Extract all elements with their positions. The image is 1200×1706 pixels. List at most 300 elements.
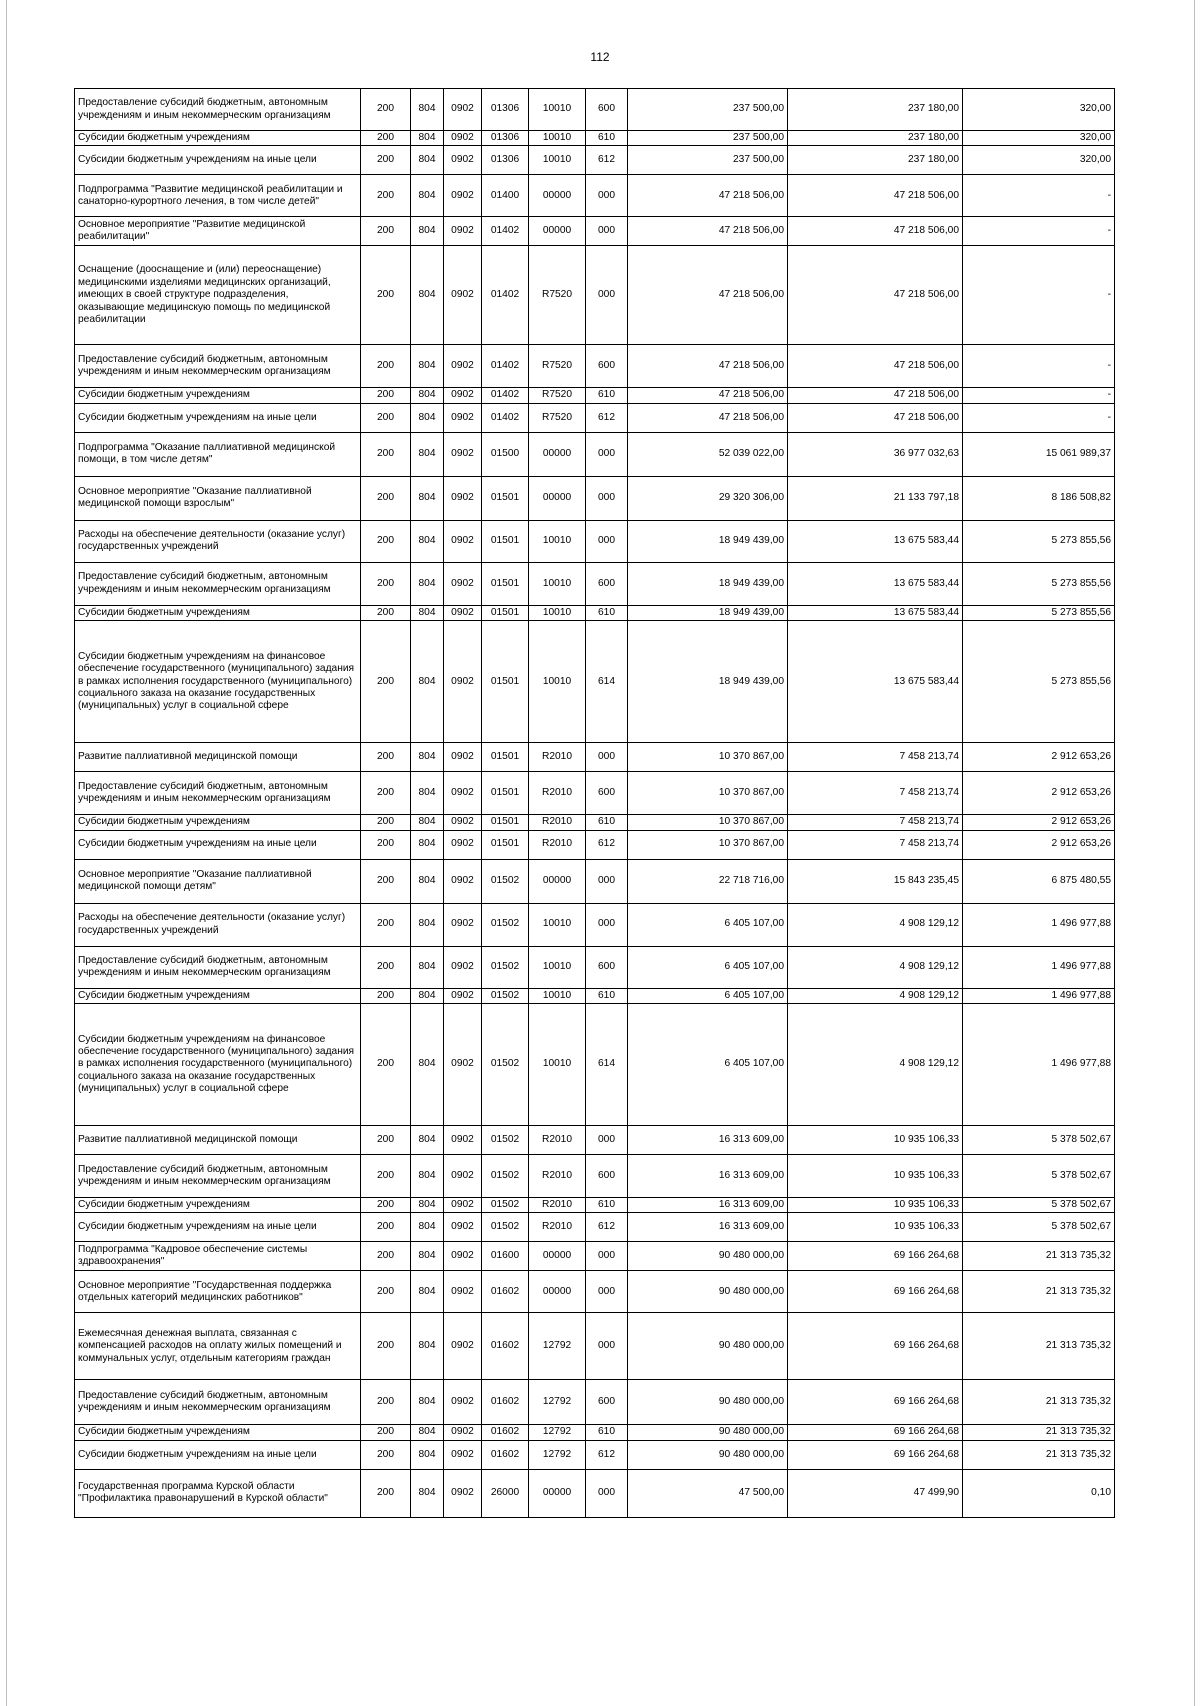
planned-amount-cell: 10 370 867,00	[628, 743, 788, 772]
row-name-cell: Субсидии бюджетным учреждениям	[75, 131, 361, 146]
section-code-cell: 200	[361, 89, 411, 131]
program-code-cell: 01501	[482, 743, 529, 772]
remaining-amount-cell: -	[963, 217, 1115, 246]
executed-amount-cell: 47 218 506,00	[788, 246, 963, 345]
remaining-amount-cell: 21 313 735,32	[963, 1440, 1115, 1469]
program-code-cell: 01501	[482, 520, 529, 562]
program-code-cell: 01502	[482, 903, 529, 946]
table-row	[75, 743, 1115, 772]
planned-amount-cell: 47 218 506,00	[628, 345, 788, 388]
expense-type-cell: 000	[586, 859, 628, 903]
planned-amount-cell: 47 218 506,00	[628, 403, 788, 432]
remaining-amount-cell: 1 496 977,88	[963, 903, 1115, 946]
direction-code-cell: R2010	[529, 1126, 586, 1155]
row-name-cell: Ежемесячная денежная выплата, связанная с компенсацией расходов на оплату жилых помещений и коммунальных услуг, отдельным категориям граждан	[75, 1313, 361, 1380]
remaining-amount-cell: 21 313 735,32	[963, 1425, 1115, 1440]
direction-code-cell: 10010	[529, 520, 586, 562]
expense-type-cell: 614	[586, 621, 628, 743]
expense-type-cell: 600	[586, 1155, 628, 1198]
section-code-cell: 200	[361, 1155, 411, 1198]
row-name-cell: Основное мероприятие "Развитие медицинской реабилитации"	[75, 217, 361, 246]
expense-type-cell: 600	[586, 772, 628, 815]
subsection-code-cell: 0902	[444, 89, 482, 131]
expense-type-cell: 000	[586, 217, 628, 246]
subsection-code-cell: 0902	[444, 830, 482, 859]
direction-code-cell: 10010	[529, 146, 586, 175]
subsection-code-cell: 0902	[444, 246, 482, 345]
ministry-code-cell: 804	[411, 476, 444, 520]
row-name-cell: Основное мероприятие "Оказание паллиативной медицинской помощи детям"	[75, 859, 361, 903]
row-name-cell: Расходы на обеспечение деятельности (оказание услуг) государственных учреждений	[75, 520, 361, 562]
remaining-amount-cell: 1 496 977,88	[963, 988, 1115, 1003]
table-row	[75, 476, 1115, 520]
row-name-cell: Предоставление субсидий бюджетным, автономным учреждениям и иным некоммерческим организациям	[75, 1380, 361, 1425]
section-code-cell: 200	[361, 1425, 411, 1440]
subsection-code-cell: 0902	[444, 743, 482, 772]
table-row	[75, 246, 1115, 345]
program-code-cell: 01602	[482, 1271, 529, 1313]
direction-code-cell: R7520	[529, 388, 586, 403]
program-code-cell: 01502	[482, 1155, 529, 1198]
direction-code-cell: 12792	[529, 1440, 586, 1469]
expense-type-cell: 600	[586, 562, 628, 605]
ministry-code-cell: 804	[411, 743, 444, 772]
section-code-cell: 200	[361, 403, 411, 432]
subsection-code-cell: 0902	[444, 1271, 482, 1313]
remaining-amount-cell: -	[963, 388, 1115, 403]
executed-amount-cell: 13 675 583,44	[788, 520, 963, 562]
remaining-amount-cell: 2 912 653,26	[963, 815, 1115, 830]
expense-type-cell: 610	[586, 988, 628, 1003]
program-code-cell: 01402	[482, 388, 529, 403]
section-code-cell: 200	[361, 605, 411, 620]
executed-amount-cell: 69 166 264,68	[788, 1313, 963, 1380]
section-code-cell: 200	[361, 217, 411, 246]
executed-amount-cell: 237 180,00	[788, 89, 963, 131]
table-row	[75, 217, 1115, 246]
subsection-code-cell: 0902	[444, 175, 482, 217]
section-code-cell: 200	[361, 859, 411, 903]
section-code-cell: 200	[361, 903, 411, 946]
section-code-cell: 200	[361, 246, 411, 345]
table-row	[75, 345, 1115, 388]
planned-amount-cell: 47 500,00	[628, 1469, 788, 1517]
expense-type-cell: 000	[586, 1126, 628, 1155]
table-row	[75, 175, 1115, 217]
table-row	[75, 432, 1115, 476]
ministry-code-cell: 804	[411, 432, 444, 476]
program-code-cell: 01502	[482, 1004, 529, 1126]
table-row	[75, 988, 1115, 1003]
row-name-cell: Субсидии бюджетным учреждениям	[75, 1425, 361, 1440]
ministry-code-cell: 804	[411, 1271, 444, 1313]
ministry-code-cell: 804	[411, 403, 444, 432]
row-name-cell: Субсидии бюджетным учреждениям на иные цели	[75, 146, 361, 175]
subsection-code-cell: 0902	[444, 946, 482, 988]
executed-amount-cell: 69 166 264,68	[788, 1380, 963, 1425]
expense-type-cell: 612	[586, 1213, 628, 1242]
program-code-cell: 01400	[482, 175, 529, 217]
planned-amount-cell: 18 949 439,00	[628, 621, 788, 743]
section-code-cell: 200	[361, 1198, 411, 1213]
expense-type-cell: 612	[586, 830, 628, 859]
executed-amount-cell: 237 180,00	[788, 131, 963, 146]
ministry-code-cell: 804	[411, 903, 444, 946]
planned-amount-cell: 47 218 506,00	[628, 217, 788, 246]
planned-amount-cell: 18 949 439,00	[628, 520, 788, 562]
direction-code-cell: 12792	[529, 1380, 586, 1425]
direction-code-cell: R2010	[529, 830, 586, 859]
remaining-amount-cell: 8 186 508,82	[963, 476, 1115, 520]
expense-type-cell: 612	[586, 146, 628, 175]
section-code-cell: 200	[361, 830, 411, 859]
remaining-amount-cell: -	[963, 175, 1115, 217]
section-code-cell: 200	[361, 432, 411, 476]
program-code-cell: 01502	[482, 988, 529, 1003]
row-name-cell: Субсидии бюджетным учреждениям на финансовое обеспечение государственного (муниципального) задания в рамках исполнения государственного (муниципального) социального заказа на оказание государственных (муниципальных) услуг в социальной сфере	[75, 621, 361, 743]
remaining-amount-cell: 5 378 502,67	[963, 1155, 1115, 1198]
ministry-code-cell: 804	[411, 605, 444, 620]
program-code-cell: 01501	[482, 815, 529, 830]
program-code-cell: 01502	[482, 859, 529, 903]
executed-amount-cell: 13 675 583,44	[788, 621, 963, 743]
table-row	[75, 772, 1115, 815]
scan-edge-left	[6, 0, 7, 1706]
subsection-code-cell: 0902	[444, 815, 482, 830]
planned-amount-cell: 22 718 716,00	[628, 859, 788, 903]
ministry-code-cell: 804	[411, 1469, 444, 1517]
ministry-code-cell: 804	[411, 1380, 444, 1425]
expense-type-cell: 600	[586, 1380, 628, 1425]
expense-type-cell: 600	[586, 946, 628, 988]
ministry-code-cell: 804	[411, 1213, 444, 1242]
expense-type-cell: 610	[586, 815, 628, 830]
ministry-code-cell: 804	[411, 1155, 444, 1198]
table-row	[75, 1198, 1115, 1213]
row-name-cell: Подпрограмма "Развитие медицинской реабилитации и санаторно-курортного лечения, в том числе детей"	[75, 175, 361, 217]
direction-code-cell: 00000	[529, 1271, 586, 1313]
expense-type-cell: 000	[586, 1313, 628, 1380]
budget-table	[74, 88, 1115, 1518]
table-row	[75, 1469, 1115, 1517]
section-code-cell: 200	[361, 772, 411, 815]
planned-amount-cell: 6 405 107,00	[628, 903, 788, 946]
row-name-cell: Оснащение (дооснащение и (или) переоснащение) медицинскими изделиями медицинских организаций, имеющих в своей структуре подразделения, оказывающие медицинскую помощь по медицинской реабилитации	[75, 246, 361, 345]
section-code-cell: 200	[361, 1313, 411, 1380]
direction-code-cell: 10010	[529, 1004, 586, 1126]
direction-code-cell: 00000	[529, 1469, 586, 1517]
program-code-cell: 01402	[482, 217, 529, 246]
ministry-code-cell: 804	[411, 772, 444, 815]
remaining-amount-cell: 5 273 855,56	[963, 621, 1115, 743]
subsection-code-cell: 0902	[444, 1198, 482, 1213]
program-code-cell: 26000	[482, 1469, 529, 1517]
planned-amount-cell: 237 500,00	[628, 89, 788, 131]
planned-amount-cell: 237 500,00	[628, 146, 788, 175]
planned-amount-cell: 29 320 306,00	[628, 476, 788, 520]
planned-amount-cell: 10 370 867,00	[628, 815, 788, 830]
row-name-cell: Субсидии бюджетным учреждениям	[75, 388, 361, 403]
subsection-code-cell: 0902	[444, 1004, 482, 1126]
row-name-cell: Субсидии бюджетным учреждениям	[75, 605, 361, 620]
program-code-cell: 01501	[482, 772, 529, 815]
table-row	[75, 1425, 1115, 1440]
expense-type-cell: 000	[586, 432, 628, 476]
remaining-amount-cell: 1 496 977,88	[963, 1004, 1115, 1126]
table-body	[75, 89, 1115, 1518]
program-code-cell: 01402	[482, 246, 529, 345]
executed-amount-cell: 7 458 213,74	[788, 815, 963, 830]
ministry-code-cell: 804	[411, 345, 444, 388]
program-code-cell: 01402	[482, 403, 529, 432]
executed-amount-cell: 69 166 264,68	[788, 1271, 963, 1313]
section-code-cell: 200	[361, 388, 411, 403]
expense-type-cell: 610	[586, 131, 628, 146]
row-name-cell: Предоставление субсидий бюджетным, автономным учреждениям и иным некоммерческим организациям	[75, 89, 361, 131]
section-code-cell: 200	[361, 1242, 411, 1271]
table-row	[75, 388, 1115, 403]
program-code-cell: 01502	[482, 1126, 529, 1155]
section-code-cell: 200	[361, 345, 411, 388]
subsection-code-cell: 0902	[444, 621, 482, 743]
executed-amount-cell: 47 218 506,00	[788, 388, 963, 403]
direction-code-cell: R2010	[529, 772, 586, 815]
subsection-code-cell: 0902	[444, 988, 482, 1003]
ministry-code-cell: 804	[411, 815, 444, 830]
expense-type-cell: 000	[586, 1271, 628, 1313]
expense-type-cell: 610	[586, 1425, 628, 1440]
section-code-cell: 200	[361, 1213, 411, 1242]
section-code-cell: 200	[361, 1271, 411, 1313]
expense-type-cell: 610	[586, 388, 628, 403]
remaining-amount-cell: 21 313 735,32	[963, 1271, 1115, 1313]
program-code-cell: 01500	[482, 432, 529, 476]
program-code-cell: 01602	[482, 1313, 529, 1380]
expense-type-cell: 612	[586, 403, 628, 432]
table-row	[75, 1271, 1115, 1313]
subsection-code-cell: 0902	[444, 1440, 482, 1469]
planned-amount-cell: 90 480 000,00	[628, 1425, 788, 1440]
executed-amount-cell: 47 218 506,00	[788, 403, 963, 432]
row-name-cell: Субсидии бюджетным учреждениям	[75, 988, 361, 1003]
subsection-code-cell: 0902	[444, 131, 482, 146]
expense-type-cell: 614	[586, 1004, 628, 1126]
planned-amount-cell: 6 405 107,00	[628, 988, 788, 1003]
ministry-code-cell: 804	[411, 520, 444, 562]
planned-amount-cell: 10 370 867,00	[628, 772, 788, 815]
row-name-cell: Субсидии бюджетным учреждениям на иные цели	[75, 830, 361, 859]
direction-code-cell: 10010	[529, 621, 586, 743]
ministry-code-cell: 804	[411, 1004, 444, 1126]
ministry-code-cell: 804	[411, 217, 444, 246]
program-code-cell: 01602	[482, 1440, 529, 1469]
subsection-code-cell: 0902	[444, 1313, 482, 1380]
row-name-cell: Развитие паллиативной медицинской помощи	[75, 1126, 361, 1155]
table-row	[75, 830, 1115, 859]
ministry-code-cell: 804	[411, 1242, 444, 1271]
subsection-code-cell: 0902	[444, 388, 482, 403]
section-code-cell: 200	[361, 815, 411, 830]
expense-type-cell: 000	[586, 175, 628, 217]
program-code-cell: 01502	[482, 1198, 529, 1213]
executed-amount-cell: 7 458 213,74	[788, 772, 963, 815]
subsection-code-cell: 0902	[444, 1469, 482, 1517]
direction-code-cell: 10010	[529, 946, 586, 988]
ministry-code-cell: 804	[411, 388, 444, 403]
subsection-code-cell: 0902	[444, 146, 482, 175]
subsection-code-cell: 0902	[444, 1213, 482, 1242]
direction-code-cell: 00000	[529, 476, 586, 520]
executed-amount-cell: 47 218 506,00	[788, 175, 963, 217]
remaining-amount-cell: 5 273 855,56	[963, 520, 1115, 562]
table-row	[75, 1004, 1115, 1126]
subsection-code-cell: 0902	[444, 1425, 482, 1440]
ministry-code-cell: 804	[411, 562, 444, 605]
subsection-code-cell: 0902	[444, 1126, 482, 1155]
executed-amount-cell: 4 908 129,12	[788, 903, 963, 946]
table-row	[75, 903, 1115, 946]
subsection-code-cell: 0902	[444, 403, 482, 432]
remaining-amount-cell: 320,00	[963, 89, 1115, 131]
table-row	[75, 1213, 1115, 1242]
direction-code-cell: 00000	[529, 859, 586, 903]
section-code-cell: 200	[361, 1440, 411, 1469]
ministry-code-cell: 804	[411, 131, 444, 146]
row-name-cell: Основное мероприятие "Государственная поддержка отдельных категорий медицинских работников"	[75, 1271, 361, 1313]
table-row	[75, 946, 1115, 988]
expense-type-cell: 000	[586, 246, 628, 345]
expense-type-cell: 000	[586, 1469, 628, 1517]
expense-type-cell: 000	[586, 520, 628, 562]
table-row	[75, 89, 1115, 131]
table-row	[75, 520, 1115, 562]
row-name-cell: Расходы на обеспечение деятельности (оказание услуг) государственных учреждений	[75, 903, 361, 946]
table-row	[75, 562, 1115, 605]
subsection-code-cell: 0902	[444, 605, 482, 620]
executed-amount-cell: 7 458 213,74	[788, 743, 963, 772]
section-code-cell: 200	[361, 621, 411, 743]
expense-type-cell: 600	[586, 345, 628, 388]
planned-amount-cell: 47 218 506,00	[628, 175, 788, 217]
ministry-code-cell: 804	[411, 859, 444, 903]
executed-amount-cell: 47 218 506,00	[788, 217, 963, 246]
planned-amount-cell: 16 313 609,00	[628, 1155, 788, 1198]
direction-code-cell: 10010	[529, 903, 586, 946]
ministry-code-cell: 804	[411, 146, 444, 175]
subsection-code-cell: 0902	[444, 903, 482, 946]
program-code-cell: 01306	[482, 89, 529, 131]
executed-amount-cell: 47 218 506,00	[788, 345, 963, 388]
row-name-cell: Предоставление субсидий бюджетным, автономным учреждениям и иным некоммерческим организациям	[75, 1155, 361, 1198]
executed-amount-cell: 4 908 129,12	[788, 988, 963, 1003]
planned-amount-cell: 237 500,00	[628, 131, 788, 146]
table-row	[75, 621, 1115, 743]
row-name-cell: Подпрограмма "Оказание паллиативной медицинской помощи, в том числе детям"	[75, 432, 361, 476]
remaining-amount-cell: 1 496 977,88	[963, 946, 1115, 988]
scan-edge-right	[1194, 0, 1195, 1706]
planned-amount-cell: 90 480 000,00	[628, 1380, 788, 1425]
ministry-code-cell: 804	[411, 830, 444, 859]
remaining-amount-cell: 21 313 735,32	[963, 1313, 1115, 1380]
expense-type-cell: 000	[586, 1242, 628, 1271]
subsection-code-cell: 0902	[444, 562, 482, 605]
executed-amount-cell: 10 935 106,33	[788, 1155, 963, 1198]
remaining-amount-cell: 21 313 735,32	[963, 1242, 1115, 1271]
direction-code-cell: 10010	[529, 131, 586, 146]
expense-type-cell: 610	[586, 1198, 628, 1213]
subsection-code-cell: 0902	[444, 859, 482, 903]
direction-code-cell: 10010	[529, 605, 586, 620]
executed-amount-cell: 4 908 129,12	[788, 1004, 963, 1126]
remaining-amount-cell: -	[963, 345, 1115, 388]
executed-amount-cell: 21 133 797,18	[788, 476, 963, 520]
planned-amount-cell: 90 480 000,00	[628, 1271, 788, 1313]
executed-amount-cell: 47 499,90	[788, 1469, 963, 1517]
executed-amount-cell: 15 843 235,45	[788, 859, 963, 903]
program-code-cell: 01602	[482, 1425, 529, 1440]
row-name-cell: Субсидии бюджетным учреждениям	[75, 1198, 361, 1213]
ministry-code-cell: 804	[411, 246, 444, 345]
executed-amount-cell: 10 935 106,33	[788, 1213, 963, 1242]
subsection-code-cell: 0902	[444, 217, 482, 246]
program-code-cell: 01501	[482, 621, 529, 743]
direction-code-cell: R2010	[529, 1213, 586, 1242]
section-code-cell: 200	[361, 1380, 411, 1425]
planned-amount-cell: 47 218 506,00	[628, 388, 788, 403]
section-code-cell: 200	[361, 743, 411, 772]
planned-amount-cell: 52 039 022,00	[628, 432, 788, 476]
remaining-amount-cell: -	[963, 246, 1115, 345]
ministry-code-cell: 804	[411, 1313, 444, 1380]
remaining-amount-cell: 0,10	[963, 1469, 1115, 1517]
row-name-cell: Предоставление субсидий бюджетным, автономным учреждениям и иным некоммерческим организациям	[75, 946, 361, 988]
section-code-cell: 200	[361, 476, 411, 520]
executed-amount-cell: 10 935 106,33	[788, 1126, 963, 1155]
direction-code-cell: R7520	[529, 403, 586, 432]
section-code-cell: 200	[361, 1126, 411, 1155]
remaining-amount-cell: 15 061 989,37	[963, 432, 1115, 476]
remaining-amount-cell: 21 313 735,32	[963, 1380, 1115, 1425]
row-name-cell: Предоставление субсидий бюджетным, автономным учреждениям и иным некоммерческим организациям	[75, 345, 361, 388]
remaining-amount-cell: 5 378 502,67	[963, 1213, 1115, 1242]
planned-amount-cell: 6 405 107,00	[628, 1004, 788, 1126]
remaining-amount-cell: 2 912 653,26	[963, 830, 1115, 859]
subsection-code-cell: 0902	[444, 345, 482, 388]
direction-code-cell: 10010	[529, 89, 586, 131]
table-row	[75, 1242, 1115, 1271]
table-row	[75, 859, 1115, 903]
executed-amount-cell: 36 977 032,63	[788, 432, 963, 476]
remaining-amount-cell: 5 273 855,56	[963, 605, 1115, 620]
executed-amount-cell: 4 908 129,12	[788, 946, 963, 988]
program-code-cell: 01402	[482, 345, 529, 388]
subsection-code-cell: 0902	[444, 1155, 482, 1198]
ministry-code-cell: 804	[411, 1440, 444, 1469]
direction-code-cell: R2010	[529, 743, 586, 772]
ministry-code-cell: 804	[411, 89, 444, 131]
page-number: 112	[590, 50, 610, 64]
executed-amount-cell: 69 166 264,68	[788, 1440, 963, 1469]
table-row	[75, 605, 1115, 620]
expense-type-cell: 000	[586, 903, 628, 946]
row-name-cell: Государственная программа Курской области "Профилактика правонарушений в Курской области"	[75, 1469, 361, 1517]
executed-amount-cell: 13 675 583,44	[788, 605, 963, 620]
remaining-amount-cell: 5 273 855,56	[963, 562, 1115, 605]
program-code-cell: 01306	[482, 131, 529, 146]
ministry-code-cell: 804	[411, 1198, 444, 1213]
subsection-code-cell: 0902	[444, 432, 482, 476]
remaining-amount-cell: 2 912 653,26	[963, 743, 1115, 772]
